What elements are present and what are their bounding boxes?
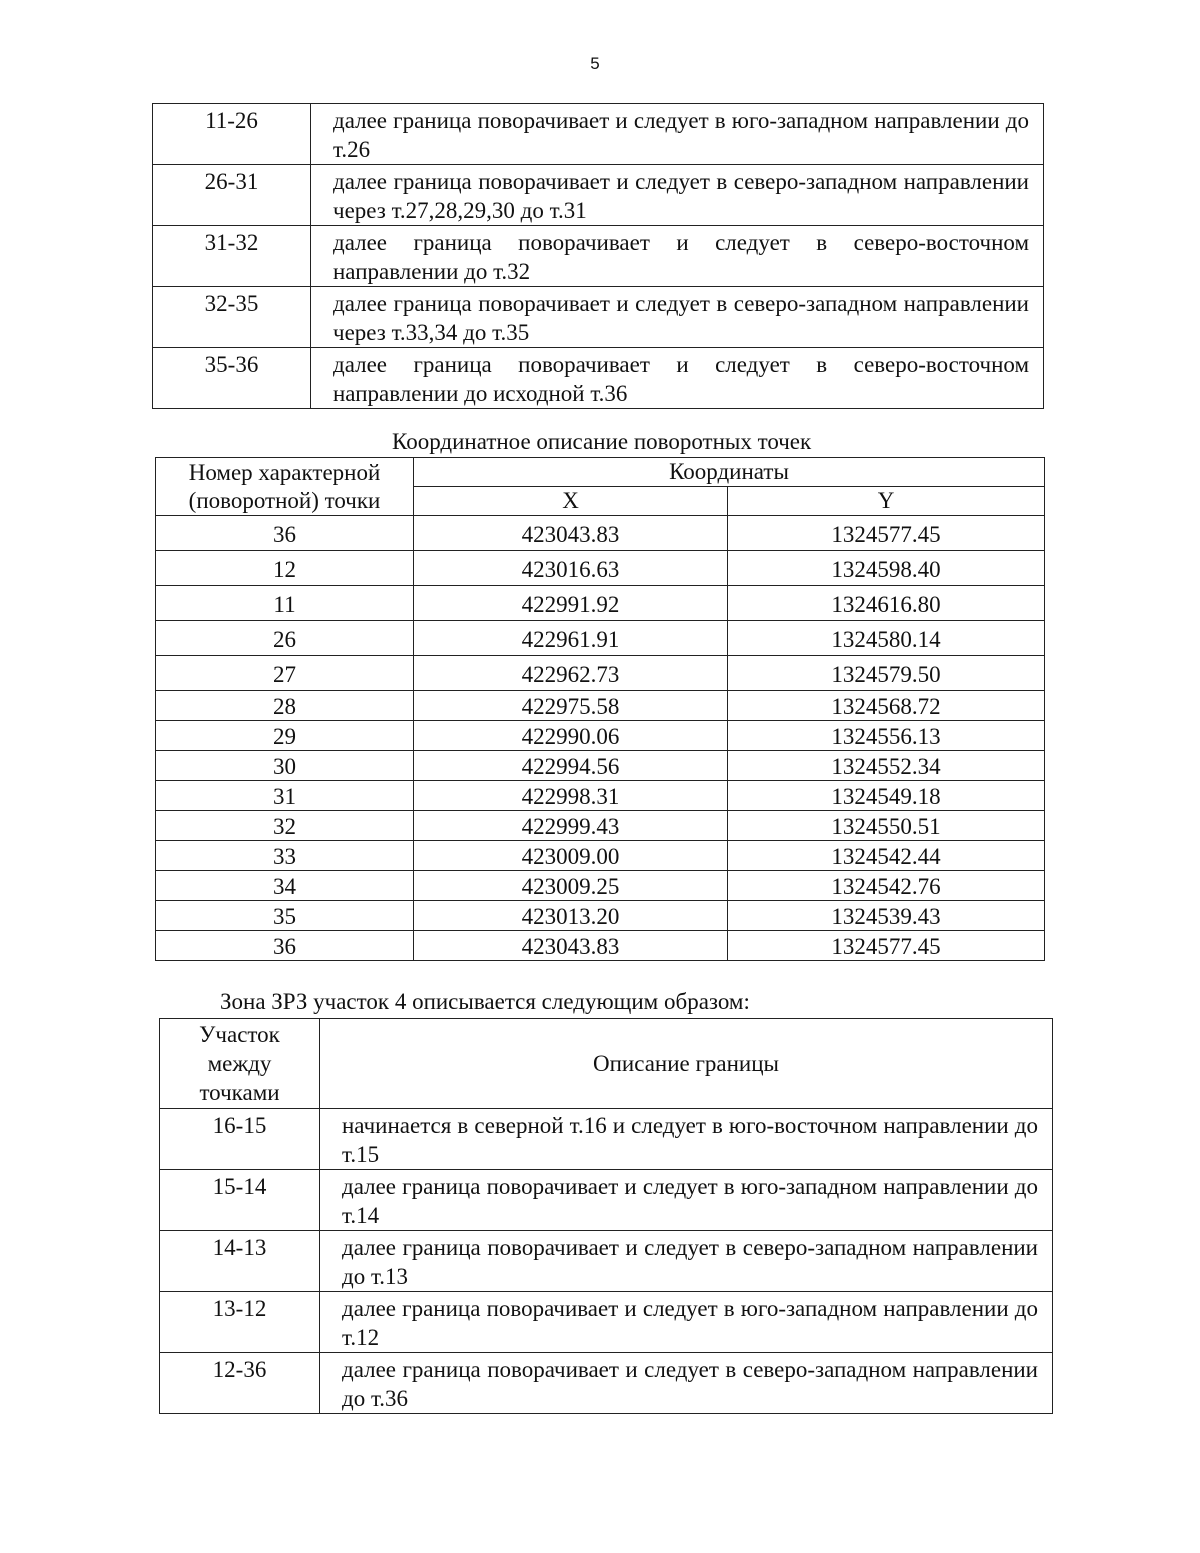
x-cell: 422961.91 [414, 621, 728, 656]
description-cell: далее граница поворачивает и следует в северо-восточном направлении до исходной т.36 [311, 348, 1044, 409]
description-cell: далее граница поворачивает и следует в юго-западном направлении до т.26 [311, 104, 1044, 165]
zone-caption: Зона ЗРЗ участок 4 описывается следующим образом: [220, 989, 750, 1014]
y-header: Y [728, 487, 1045, 516]
table-row [156, 781, 1045, 811]
point-cell: 29 [156, 721, 414, 751]
segment-cell: 26-31 [153, 165, 311, 226]
table-row [160, 1231, 1053, 1292]
x-cell: 423016.63 [414, 551, 728, 586]
table-row [153, 348, 1044, 409]
point-cell: 33 [156, 841, 414, 871]
point-cell: 26 [156, 621, 414, 656]
table-row [156, 841, 1045, 871]
table-row [156, 721, 1045, 751]
point-cell: 30 [156, 751, 414, 781]
y-cell: 1324577.45 [728, 516, 1045, 551]
y-cell: 1324598.40 [728, 551, 1045, 586]
description-cell: далее граница поворачивает и следует в юго-западном направлении до т.14 [320, 1170, 1053, 1231]
segment-cell: 35-36 [153, 348, 311, 409]
description-cell: далее граница поворачивает и следует в северо-западном направлении через т.27,28,29,30 до т.31 [311, 165, 1044, 226]
segment-cell: 31-32 [153, 226, 311, 287]
y-cell: 1324552.34 [728, 751, 1045, 781]
coordinates-caption: Координатное описание поворотных точек [392, 429, 812, 454]
point-cell: 36 [156, 931, 414, 961]
x-cell: 422975.58 [414, 691, 728, 721]
table-row [160, 1109, 1053, 1170]
point-cell: 12 [156, 551, 414, 586]
table-row [156, 551, 1045, 586]
point-cell: 27 [156, 656, 414, 691]
y-cell: 1324616.80 [728, 586, 1045, 621]
description-cell: далее граница поворачивает и следует в юго-западном направлении до т.12 [320, 1292, 1053, 1353]
segment-cell: 11-26 [153, 104, 311, 165]
table-row [156, 931, 1045, 961]
description-cell: далее граница поворачивает и следует в северо-восточном направлении до т.32 [311, 226, 1044, 287]
y-cell: 1324542.44 [728, 841, 1045, 871]
description-cell: далее граница поворачивает и следует в северо-западном направлении через т.33,34 до т.35 [311, 287, 1044, 348]
segment-cell: 12-36 [160, 1353, 320, 1414]
x-cell: 422991.92 [414, 586, 728, 621]
table-row [153, 104, 1044, 165]
y-cell: 1324539.43 [728, 901, 1045, 931]
table-row [156, 871, 1045, 901]
table-row [156, 901, 1045, 931]
table-row [156, 621, 1045, 656]
coordinates-header: Координаты [414, 458, 1045, 487]
segment-cell: 16-15 [160, 1109, 320, 1170]
point-cell: 28 [156, 691, 414, 721]
x-cell: 422962.73 [414, 656, 728, 691]
coordinates-table [155, 457, 1045, 961]
table-row [160, 1170, 1053, 1231]
table-row [156, 586, 1045, 621]
x-cell: 422994.56 [414, 751, 728, 781]
y-cell: 1324580.14 [728, 621, 1045, 656]
table-row [153, 165, 1044, 226]
segment-cell: 32-35 [153, 287, 311, 348]
table-row [156, 656, 1045, 691]
table-row [156, 751, 1045, 781]
x-cell: 422999.43 [414, 811, 728, 841]
y-cell: 1324556.13 [728, 721, 1045, 751]
segment-cell: 14-13 [160, 1231, 320, 1292]
zone-boundary-table [159, 1018, 1053, 1414]
table-row [156, 811, 1045, 841]
x-cell: 423009.25 [414, 871, 728, 901]
point-cell: 32 [156, 811, 414, 841]
table-row [156, 691, 1045, 721]
point-number-header: Номер характерной (поворотной) точки [156, 458, 414, 516]
x-cell: 422990.06 [414, 721, 728, 751]
x-cell: 423043.83 [414, 931, 728, 961]
table-row [156, 516, 1045, 551]
point-cell: 31 [156, 781, 414, 811]
x-cell: 423043.83 [414, 516, 728, 551]
segment-cell: 13-12 [160, 1292, 320, 1353]
segment-header: Участок между точками [160, 1019, 320, 1109]
description-cell: далее граница поворачивает и следует в северо-западном направлении до т.36 [320, 1353, 1053, 1414]
boundary-segments-table [152, 103, 1044, 409]
y-cell: 1324550.51 [728, 811, 1045, 841]
x-header: X [414, 487, 728, 516]
coordinates-header-row [156, 458, 1045, 487]
table-row [160, 1353, 1053, 1414]
y-cell: 1324579.50 [728, 656, 1045, 691]
description-cell: далее граница поворачивает и следует в северо-западном направлении до т.13 [320, 1231, 1053, 1292]
page-number: 5 [590, 54, 600, 73]
description-header: Описание границы [320, 1019, 1053, 1109]
table-row [153, 287, 1044, 348]
y-cell: 1324542.76 [728, 871, 1045, 901]
x-cell: 423013.20 [414, 901, 728, 931]
point-cell: 35 [156, 901, 414, 931]
point-cell: 36 [156, 516, 414, 551]
zone-header-row [160, 1019, 1053, 1109]
y-cell: 1324568.72 [728, 691, 1045, 721]
table-row [160, 1292, 1053, 1353]
point-cell: 11 [156, 586, 414, 621]
y-cell: 1324577.45 [728, 931, 1045, 961]
segment-cell: 15-14 [160, 1170, 320, 1231]
x-cell: 423009.00 [414, 841, 728, 871]
x-cell: 422998.31 [414, 781, 728, 811]
point-cell: 34 [156, 871, 414, 901]
y-cell: 1324549.18 [728, 781, 1045, 811]
table-row [153, 226, 1044, 287]
description-cell: начинается в северной т.16 и следует в юго-восточном направлении до т.15 [320, 1109, 1053, 1170]
